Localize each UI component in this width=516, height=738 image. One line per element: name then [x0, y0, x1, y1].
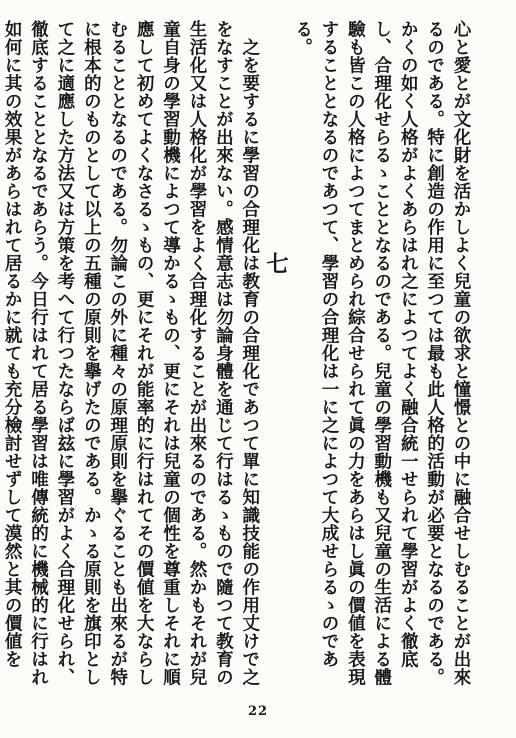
page-number: 22 — [247, 704, 269, 719]
paragraph-continued: 心と愛とが文化財を活かしよく兒童の欲求と憧憬との中に融合せしむることが出來るのである。特に創造の作用に至つては最も此人格的活動が必要となるのである。かくの如く人格がよくあらはれ之によつてよく融合統一せられて學習がよく徹底し、合理化せらるゝこととなるのである。兒童の學習動機も又兒童の生活による體驗も皆この人格によつてまとめられ綜合せられて眞の力をあらはし眞の價値を表現することとなるのであつて、學習の合理化は一に之によつて大成せらるゝのである。 — [292, 20, 471, 686]
vertical-text-body — [2, 20, 474, 696]
paragraph: 之を要するに學習の合理化は教育の合理化であつて單に知識技能の作用丈けで之をなすことが出來ない。感情意志は勿論身體を通じて行はるゝもので隨つて教育の生活化又は人格化が學習をよく合理化することが出來るのである。然かもそれが兒童自身の學習動機によつて導かるゝもの、更にそれは兒童の個性を尊重しそれに順應して初めてよくなさるゝもの、更にそれが能率的に行はれてその價値を大ならしむることとなるのである。勿論この外に種々の原理原則を擧ぐることも出來るが特に根本的のものとして以上の五種の原則を擧げたのである。かゝる原則を旗印として之に適應した方法又は方策を考へて行つたならば玆に學習がよく合理化せられ、徹底することとなるであらう。今日行はれて居る學習は唯傳統的に機械的に行はれ如何に其の效果があらはれて居るかに就ても充分檢討せずして漠然と其の價値を — [2, 20, 260, 686]
section-heading: 七 — [263, 252, 290, 274]
